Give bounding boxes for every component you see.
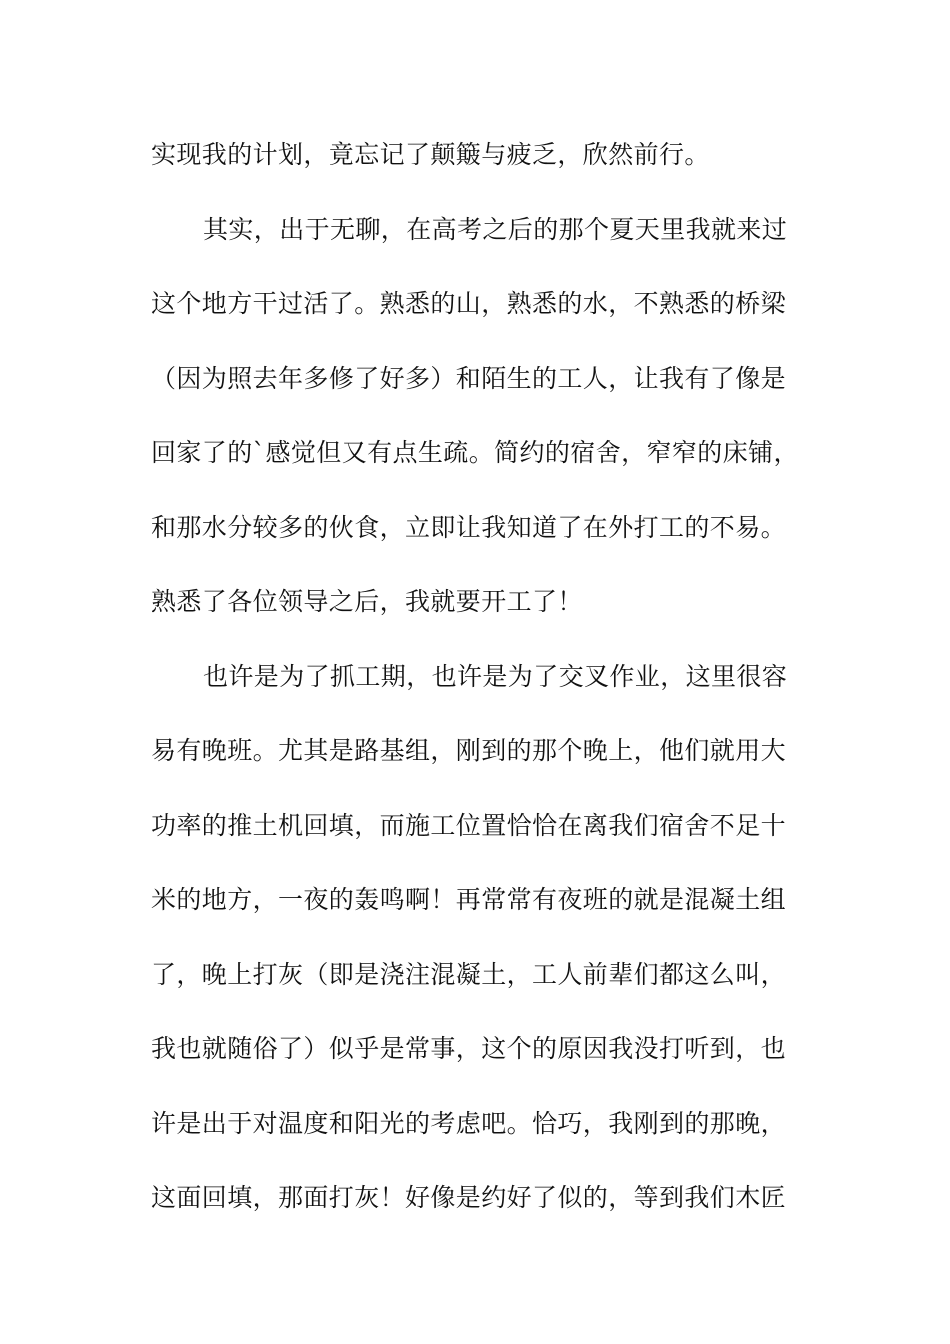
text-line: 功率的推土机回填，而施工位置恰恰在离我们宿舍不足十 xyxy=(151,810,787,840)
text-line: 实现我的计划，竟忘记了颠簸与疲乏，欣然前行。 xyxy=(151,140,710,169)
paragraph-first-line: 也许是为了抓工期，也许是为了交叉作业，这里很容 xyxy=(203,661,788,691)
text-line: 了，晚上打灰（即是浇注混凝土，工人前辈们都这么叫， xyxy=(151,959,787,989)
paragraph-first-line: 其实，出于无聊，在高考之后的那个夏天里我就来过 xyxy=(203,214,788,244)
text-line: 米的地方，一夜的轰鸣啊！再常常有夜班的就是混凝土组 xyxy=(151,885,787,914)
text-line: 和那水分较多的伙食，立即让我知道了在外打工的不易。 xyxy=(151,512,787,542)
text-line: 我也就随俗了）似乎是常事，这个的原因我没打听到，也 xyxy=(151,1034,787,1063)
text-line: 这面回填，那面打灰！好像是约好了似的，等到我们木匠 xyxy=(151,1183,787,1212)
text-line: （因为照去年多修了好多）和陌生的工人，让我有了像是 xyxy=(151,363,787,393)
text-line: 易有晚班。尤其是路基组，刚到的那个晚上，他们就用大 xyxy=(151,736,787,765)
document-body xyxy=(151,132,801,1250)
text-line: 许是出于对温度和阳光的考虑吧。恰巧，我刚到的那晚， xyxy=(151,1108,787,1138)
text-line: 熟悉了各位领导之后，我就要开工了！ xyxy=(151,587,583,616)
text-line: 回家了的`感觉但又有点生疏。简约的宿舍，窄窄的床铺， xyxy=(151,438,799,467)
text-line: 这个地方干过活了。熟悉的山，熟悉的水，不熟悉的桥梁 xyxy=(151,289,787,318)
